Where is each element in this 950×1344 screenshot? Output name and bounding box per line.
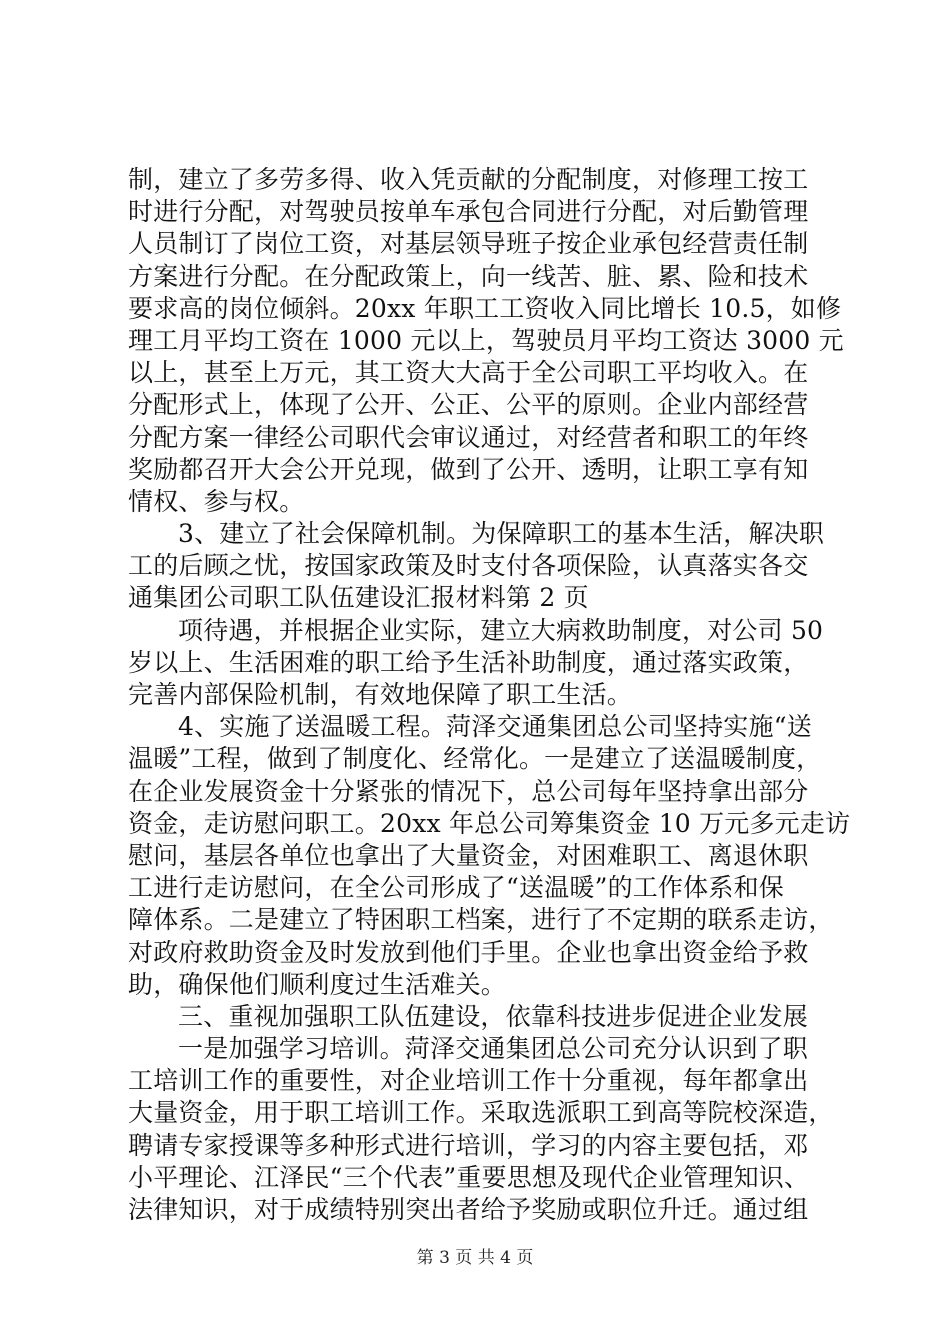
- text-line: 完善内部保险机制，有效地保障了职工生活。: [128, 680, 633, 709]
- paragraph-start-line: 3、建立了社会保障机制。为保障职工的基本生活，解决职: [178, 519, 825, 549]
- section-heading: 三、重视加强职工队伍建设，依靠科技进步促进企业发展: [178, 1001, 809, 1031]
- text-line: 理工月平均工资在 1000 元以上，驾驶员月平均工资达 3000 元: [128, 325, 844, 355]
- text-line: 对政府救助资金及时发放到他们手里。企业也拿出资金给予救: [128, 937, 809, 967]
- text-line: 人员制订了岗位工资，对基层领导班子按企业承包经营责任制: [128, 229, 809, 259]
- paragraph-start-line: 4、实施了送温暖工程。菏泽交通集团总公司坚持实施“送: [178, 712, 812, 742]
- text-line: 慰问，基层各单位也拿出了大量资金，对困难职工、离退休职: [128, 840, 809, 870]
- text-line: 情权、参与权。: [128, 486, 305, 516]
- text-line: 分配方案一律经公司职代会审议通过，对经营者和职工的年终: [128, 422, 809, 452]
- text-line: 工的后顾之忧，按国家政策及时支付各项保险，认真落实各交: [128, 551, 809, 581]
- text-line: 在企业发展资金十分紧张的情况下，总公司每年坚持拿出部分: [128, 776, 809, 806]
- text-line: 小平理论、江泽民“三个代表”重要思想及现代企业管理知识、: [128, 1162, 810, 1192]
- page-number-footer: 第 3 页 共 4 页: [416, 1248, 534, 1268]
- text-line: 制，建立了多劳多得、收入凭贡献的分配制度，对修理工按工: [128, 165, 809, 194]
- text-line: 岁以上、生活困难的职工给予生活补助制度，通过落实政策，: [128, 647, 809, 677]
- text-line: 助，确保他们顺利度过生活难关。: [128, 969, 507, 999]
- text-line: 要求高的岗位倾斜。20xx 年职工工资收入同比增长 10.5，如修: [128, 293, 842, 323]
- text-line: 障体系。二是建立了特困职工档案，进行了不定期的联系走访，: [128, 905, 834, 935]
- text-line: 大量资金，用于职工培训工作。采取选派职工到高等院校深造，: [128, 1098, 834, 1128]
- text-line: 工进行走访慰问，在全公司形成了“送温暖”的工作体系和保: [128, 873, 784, 903]
- text-line: 方案进行分配。在分配政策上，向一线苦、脏、累、险和技术: [128, 261, 809, 291]
- text-line: 分配形式上，体现了公开、公正、公平的原则。企业内部经营: [128, 390, 809, 420]
- text-line: 通集团公司职工队伍建设汇报材料第 2 页: [128, 583, 589, 613]
- text-line: 温暖”工程，做到了制度化、经常化。一是建立了送温暖制度，: [128, 744, 822, 774]
- text-line: 法律知识，对于成绩特别突出者给予奖励或职位升迁。通过组: [128, 1195, 809, 1224]
- text-line: 时进行分配，对驾驶员按单车承包合同进行分配，对后勤管理: [128, 197, 809, 227]
- text-line: 奖励都召开大会公开兑现，做到了公开、透明，让职工享有知: [128, 454, 809, 484]
- paragraph-start-line: 一是加强学习培训。菏泽交通集团总公司充分认识到了职: [178, 1034, 809, 1064]
- text-line: 工培训工作的重要性，对企业培训工作十分重视，每年都拿出: [128, 1066, 809, 1096]
- text-line: 聘请专家授课等多种形式进行培训，学习的内容主要包括，邓: [128, 1130, 809, 1160]
- text-line: 以上，甚至上万元，其工资大大高于全公司职工平均收入。在: [128, 358, 809, 388]
- document-body: [128, 164, 851, 1226]
- text-line: 资金，走访慰问职工。20xx 年总公司筹集资金 10 万元多元走访: [128, 808, 851, 838]
- paragraph-start-line: 项待遇，并根据企业实际，建立大病救助制度，对公司 50: [178, 615, 824, 645]
